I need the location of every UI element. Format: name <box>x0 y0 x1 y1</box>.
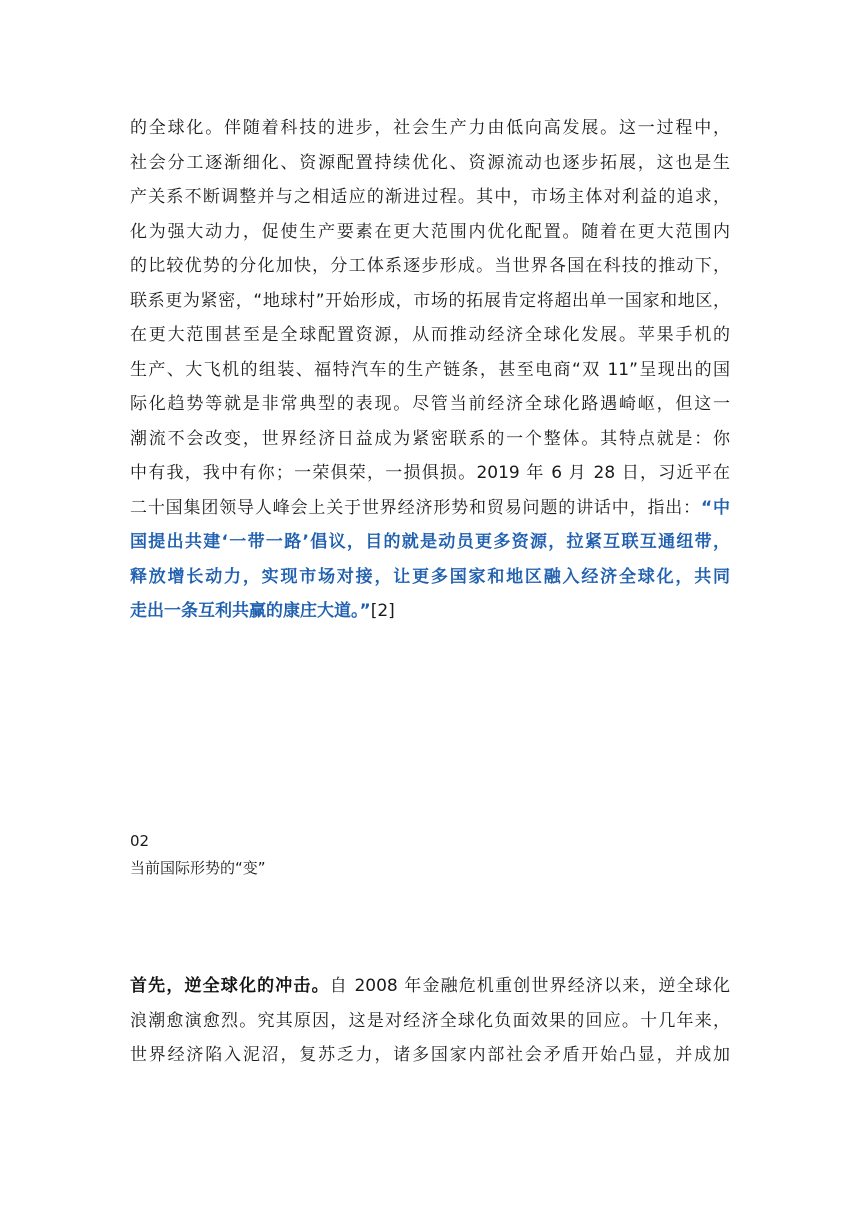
quote-text: 走出一条互利共赢的康庄大道。” <box>130 601 371 621</box>
text-line: 社会分工逐渐细化、资源配置持续优化、资源流动也逐步拓展，这也是生 <box>130 152 730 173</box>
bold-lead: 首先，逆全球化的冲击。 <box>130 976 330 996</box>
text-line: 潮流不会改变，世界经济日益成为紧密联系的一个整体。其特点就是：你 <box>130 428 730 449</box>
text-line: 化为强大动力，促使生产要素在更大范围内优化配置。随着在更大范围内 <box>130 221 730 242</box>
text-line: 中有我，我中有你；一荣俱荣，一损俱损。2019 年 6 月 28 日，习近平在 <box>130 463 730 483</box>
text-line: 联系更为紧密，“地球村”开始形成，市场的拓展肯定将超出单一国家和地区， <box>130 290 730 311</box>
text-line: 浪潮愈演愈烈。究其原因，这是对经济全球化负面效果的回应。十几年来， <box>130 1010 730 1031</box>
text-line <box>130 969 730 1004</box>
text-line: 的全球化。伴随着科技的进步，社会生产力由低向高发展。这一过程中， <box>130 118 730 138</box>
paragraph-anti-globalization <box>130 969 730 1073</box>
text-segment: 二十国集团领导人峰会上关于世界经济形势和贸易问题的讲话中，指出： <box>130 497 701 518</box>
paragraph-globalization <box>130 111 730 629</box>
quote-text: “中 <box>700 497 730 518</box>
text-line: 产关系不断调整并与之相适应的渐进过程。其中，市场主体对利益的追求， <box>130 187 730 207</box>
text-segment: 自 2008 年金融危机重创世界经济以来，逆全球化 <box>329 976 730 996</box>
text-line-quote-start <box>130 491 730 526</box>
quote-line: 释放增长动力，实现市场对接，让更多国家和地区融入经济全球化，共同 <box>130 566 730 587</box>
text-line: 的比较优势的分化加快，分工体系逐步形成。当世界各国在科技的推动下， <box>130 256 730 276</box>
section-title: 当前国际形势的“变” <box>130 859 266 877</box>
text-line: 世界经济陷入泥沼，复苏乏力，诸多国家内部社会矛盾开始凸显，并成加 <box>130 1045 730 1065</box>
text-line: 在更大范围甚至是全球配置资源，从而推动经济全球化发展。苹果手机的 <box>130 325 730 345</box>
text-line: 生产、大飞机的组装、福特汽车的生产链条，甚至电商“双 11”呈现出的国 <box>130 359 730 380</box>
quote-line: 国提出共建‘一带一路’倡议，目的就是动员更多资源，拉紧互联互通纽带， <box>130 532 730 552</box>
text-line: 际化趋势等就是非常典型的表现。尽管当前经济全球化路遇崎岖，但这一 <box>130 394 730 414</box>
citation: [2] <box>370 601 395 621</box>
quote-line-end <box>130 594 730 629</box>
section-number: 02 <box>130 832 150 850</box>
